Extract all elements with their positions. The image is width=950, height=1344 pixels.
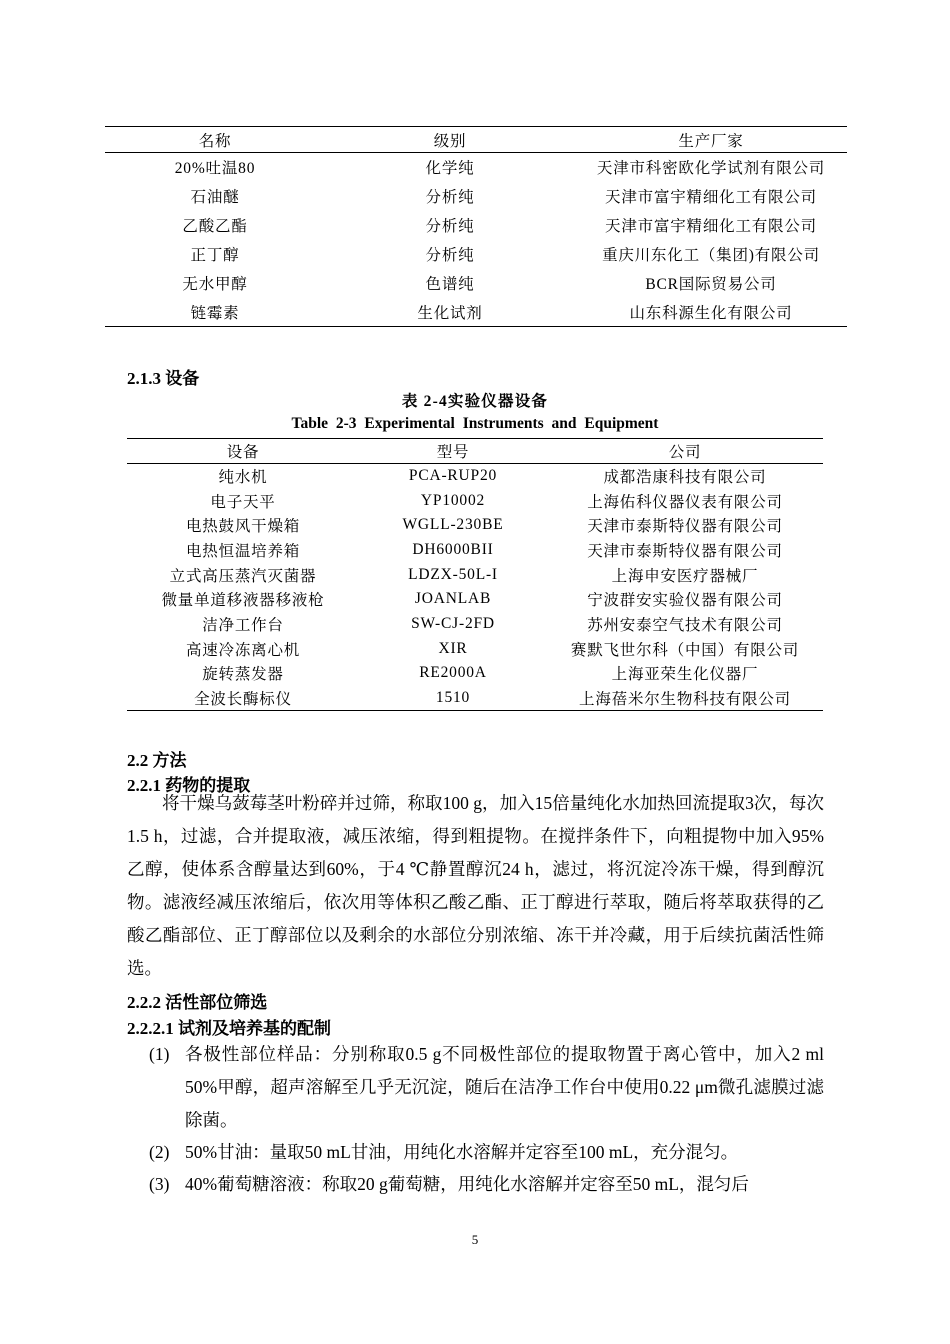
table-row [127,612,823,637]
section-heading: 2.2.2.1 试剂及培养基的配制 [127,1019,331,1038]
reagent-grade: 化学纯 [425,160,475,178]
list-number: (2) [149,1142,170,1162]
list-text: 40%葡萄糖溶液：称取20 g葡萄糖，用纯化水溶解并定容至50 mL，混匀后 [185,1174,749,1194]
reagent-grade: 分析纯 [425,247,475,264]
column-header: 级别 [433,132,467,150]
section-heading: 2.2.2 活性部位筛选 [127,993,268,1012]
reagents-table [105,126,847,327]
reagent-manufacturer: 重庆川东化工（集团)有限公司 [602,247,820,264]
equipment-name: 电热鼓风干燥箱 [185,518,301,536]
table-row [127,513,823,538]
table-header-row [127,439,823,464]
table-row [127,587,823,612]
equipment-name: 电热恒温培养箱 [185,542,301,560]
list-number: (1) [149,1044,170,1064]
page-number: 5 [471,1232,479,1247]
table-header-row [105,127,847,153]
reagent-grade: 色谱纯 [425,276,475,293]
reagent-name: 无水甲醇 [182,276,248,293]
equipment-company: 成都浩康科技有限公司 [603,469,767,487]
equipment-company: 宁波群安实验仪器有限公司 [587,592,783,610]
table-row [127,538,823,563]
table-row [127,464,823,489]
table-row [127,636,823,661]
list-text: 各极性部位样品：分别称取0.5 g不同极性部位的提取物置于离心管中，加入2 ml 50%甲醇，超声溶解至几乎无沉淀，随后在洁净工作台中使用0.22 μm微孔滤膜过滤除菌。 [185,1044,824,1130]
equipment-name: 洁净工作台 [202,616,284,634]
reagent-grade: 生化试剂 [417,304,483,322]
equipment-company: 苏州安泰空气技术有限公司 [587,616,783,634]
list-item [127,1038,824,1137]
reagent-name: 正丁醇 [190,247,240,264]
equipment-name: 旋转蒸发器 [202,666,284,684]
equipment-company: 上海亚荣生化仪器厂 [611,666,759,684]
table-caption-en: Table 2-3 Experimental Instruments and Equipment [291,415,659,432]
table-row [127,686,823,711]
section-heading: 2.2.1 药物的提取 [127,776,251,795]
reagent-manufacturer: 山东科源生化有限公司 [629,304,793,322]
equipment-model: SW-CJ-2FD [411,614,495,632]
equipment-name: 全波长酶标仪 [194,690,292,708]
table-caption-cn: 表 2-4实验仪器设备 [401,393,549,410]
equipment-company: 上海申安医疗器械厂 [611,567,759,585]
reagent-manufacturer: 天津市科密欧化学试剂有限公司 [596,160,826,178]
column-header: 公司 [668,444,702,461]
equipment-model: JOANLAB [414,590,492,608]
table-row [105,298,847,327]
equipment-model: LDZX-50L-I [408,565,498,583]
reagent-grade: 分析纯 [425,189,475,206]
table-row [105,211,847,240]
equipment-name: 高速冷冻离心机 [185,641,301,659]
equipment-model: 1510 [435,688,471,706]
column-header: 生产厂家 [678,132,744,150]
table-row [105,240,847,269]
reagent-name: 20%吐温80 [174,160,256,178]
table-row [105,153,847,182]
column-header: 型号 [436,444,470,461]
reagent-grade: 分析纯 [425,218,475,235]
reagent-manufacturer: 天津市富宇精细化工有限公司 [605,218,817,235]
list-item [127,1168,824,1201]
equipment-table [127,438,823,711]
equipment-name: 纯水机 [218,469,268,487]
section-heading: 2.2 方法 [127,751,187,770]
table-row [105,269,847,298]
reagent-name: 链霉素 [190,304,240,322]
equipment-model: WGLL-230BE [402,516,504,534]
table-row [127,661,823,686]
equipment-name: 电子天平 [210,493,276,511]
equipment-name: 微量单道移液器移液枪 [161,592,325,610]
table-row [127,488,823,513]
equipment-model: RE2000A [419,664,487,682]
equipment-company: 上海佑科仪器仪表有限公司 [587,493,783,511]
body-paragraph: 将干燥乌蔹莓茎叶粉碎并过筛，称取100 g，加入15倍量纯化水加热回流提取3次，每次1.5 h，过滤，合并提取液，减压浓缩，得到粗提物。在搅拌条件下，向粗提物中加入95%乙醇，使体系含醇量达到60%，于4 ℃静置醇沉24 h，滤过，将沉淀冷冻干燥，得到醇沉物。滤液经减压浓缩后，依次用等体积乙酸乙酯、正丁醇进行萃取，随后将萃取获得的乙酸乙酯部位、正丁醇部位以及剩余的水部位分别浓缩、冻干并冷藏，用于后续抗菌活性筛选。 [127,793,824,978]
reagent-name: 乙酸乙酯 [182,218,248,235]
equipment-model: XIR [438,639,468,657]
equipment-company: 上海蓓米尔生物科技有限公司 [579,690,791,708]
reagent-name: 石油醚 [190,189,240,206]
list-number: (3) [149,1174,170,1194]
table-row [127,562,823,587]
equipment-name: 立式高压蒸汽灭菌器 [169,567,317,585]
equipment-model: DH6000BII [412,540,494,558]
column-header: 名称 [198,132,232,150]
list-item [127,1136,824,1169]
reagent-manufacturer: 天津市富宇精细化工有限公司 [605,189,817,206]
equipment-company: 赛默飞世尔科（中国）有限公司 [570,641,800,659]
equipment-model: PCA-RUP20 [408,467,498,485]
equipment-company: 天津市泰斯特仪器有限公司 [587,542,783,560]
section-heading: 2.1.3 设备 [127,369,200,388]
list-text: 50%甘油：量取50 mL甘油，用纯化水溶解并定容至100 mL，充分混匀。 [185,1142,739,1162]
table-row [105,182,847,211]
reagent-manufacturer: BCR国际贸易公司 [645,276,777,293]
equipment-company: 天津市泰斯特仪器有限公司 [587,518,783,536]
column-header: 设备 [226,444,260,461]
equipment-model: YP10002 [420,491,486,509]
